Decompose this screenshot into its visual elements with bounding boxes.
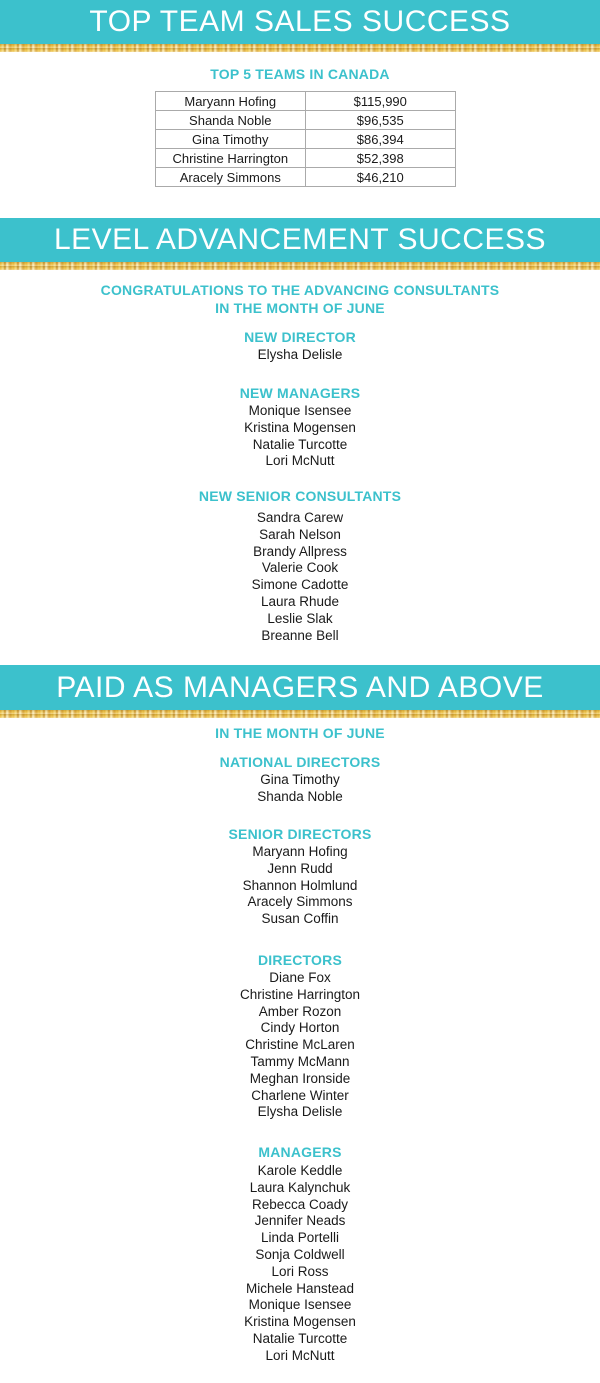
- list-item: Cindy Horton: [260, 1020, 340, 1036]
- table-row: [156, 149, 456, 168]
- list-item: Sarah Nelson: [259, 526, 341, 542]
- list-item: Jennifer Neads: [254, 1213, 346, 1229]
- list-item: Michele Hanstead: [245, 1280, 355, 1296]
- team-name: Aracely Simmons: [156, 168, 306, 187]
- list-item: Laura Kalynchuk: [249, 1179, 351, 1195]
- senior-directors-heading: SENIOR DIRECTORS: [228, 826, 372, 842]
- table-row: [156, 168, 456, 187]
- list-item: Susan Coffin: [261, 911, 339, 927]
- banner-team-sales: [0, 0, 600, 52]
- list-item: Simone Cadotte: [251, 577, 349, 593]
- list-item: Gina Timothy: [260, 772, 340, 787]
- list-item: Diane Fox: [269, 970, 331, 985]
- team-name: Maryann Hofing: [156, 92, 306, 111]
- team-amount: $115,990: [305, 92, 455, 111]
- managers-heading: MANAGERS: [258, 1144, 342, 1160]
- list-item: Sandra Carew: [256, 510, 344, 525]
- list-item: Shannon Holmlund: [242, 877, 358, 893]
- advancement-intro-line2: IN THE MONTH OF JUNE: [215, 300, 385, 316]
- table-row: [156, 130, 456, 149]
- list-item: Natalie Turcotte: [252, 436, 348, 452]
- top-teams-heading: TOP 5 TEAMS IN CANADA: [210, 66, 390, 82]
- list-item: Aracely Simmons: [247, 894, 353, 910]
- list-item: Charlene Winter: [251, 1087, 349, 1103]
- advancement-intro-line1: CONGRATULATIONS TO THE ADVANCING CONSULTANTS: [100, 282, 500, 298]
- directors-list: [0, 970, 600, 1121]
- list-item: Amber Rozon: [258, 1003, 342, 1019]
- list-item: Leslie Slak: [267, 610, 333, 626]
- new-senior-consultants-list: [0, 510, 600, 644]
- banner-title: PAID AS MANAGERS AND ABOVE: [56, 671, 544, 704]
- list-item: Lori McNutt: [265, 453, 335, 469]
- list-item: Christine McLaren: [245, 1037, 355, 1053]
- banner-level-advancement: [0, 218, 600, 270]
- national-directors-heading: NATIONAL DIRECTORS: [219, 754, 381, 770]
- team-name: Gina Timothy: [156, 130, 306, 149]
- list-item: Breanne Bell: [261, 627, 339, 643]
- new-managers-list: [0, 403, 600, 470]
- list-item: Tammy McMann: [250, 1053, 350, 1069]
- list-item: Brandy Allpress: [253, 543, 347, 559]
- banner-paid-as: [0, 665, 600, 718]
- senior-directors-list: [0, 844, 600, 928]
- list-item: Karole Keddle: [257, 1163, 343, 1178]
- team-name: Christine Harrington: [156, 149, 306, 168]
- list-item: Kristina Mogensen: [244, 419, 356, 435]
- new-director-heading: NEW DIRECTOR: [244, 329, 356, 345]
- list-item: Rebecca Coady: [251, 1196, 349, 1212]
- table-row: [156, 111, 456, 130]
- new-managers-heading: NEW MANAGERS: [239, 385, 361, 401]
- list-item: Sonja Coldwell: [255, 1246, 345, 1262]
- list-item: Christine Harrington: [239, 986, 361, 1002]
- list-item: Laura Rhude: [260, 593, 340, 609]
- list-item: Kristina Mogensen: [244, 1314, 356, 1330]
- team-amount: $46,210: [305, 168, 455, 187]
- glitter-strip: [0, 262, 600, 270]
- list-item: Maryann Hofing: [252, 844, 348, 859]
- list-item: Shanda Noble: [257, 788, 343, 804]
- list-item: Monique Isensee: [248, 403, 352, 418]
- paid-as-intro: IN THE MONTH OF JUNE: [215, 725, 385, 741]
- managers-list: [0, 1163, 600, 1365]
- national-directors-list: [0, 772, 600, 806]
- list-item: Linda Portelli: [260, 1230, 340, 1246]
- team-amount: $96,535: [305, 111, 455, 130]
- list-item: Meghan Ironside: [249, 1070, 351, 1086]
- list-item: Elysha Delisle: [257, 1104, 343, 1120]
- banner-title: TOP TEAM SALES SUCCESS: [89, 5, 511, 38]
- list-item: Lori Ross: [271, 1263, 329, 1279]
- list-item: Natalie Turcotte: [252, 1330, 348, 1346]
- list-item: Jenn Rudd: [267, 860, 333, 876]
- list-item: Monique Isensee: [248, 1297, 352, 1313]
- list-item: Elysha Delisle: [257, 347, 343, 362]
- new-director-list: [0, 347, 600, 364]
- glitter-strip: [0, 44, 600, 52]
- team-amount: $52,398: [305, 149, 455, 168]
- new-senior-consultants-heading: NEW SENIOR CONSULTANTS: [198, 488, 402, 504]
- directors-heading: DIRECTORS: [258, 952, 342, 968]
- banner-title: LEVEL ADVANCEMENT SUCCESS: [53, 223, 547, 256]
- table-row: [156, 92, 456, 111]
- glitter-strip: [0, 710, 600, 718]
- team-name: Shanda Noble: [156, 111, 306, 130]
- list-item: Valerie Cook: [261, 560, 339, 576]
- top-teams-table: [155, 91, 456, 187]
- list-item: Lori McNutt: [265, 1347, 335, 1363]
- team-amount: $86,394: [305, 130, 455, 149]
